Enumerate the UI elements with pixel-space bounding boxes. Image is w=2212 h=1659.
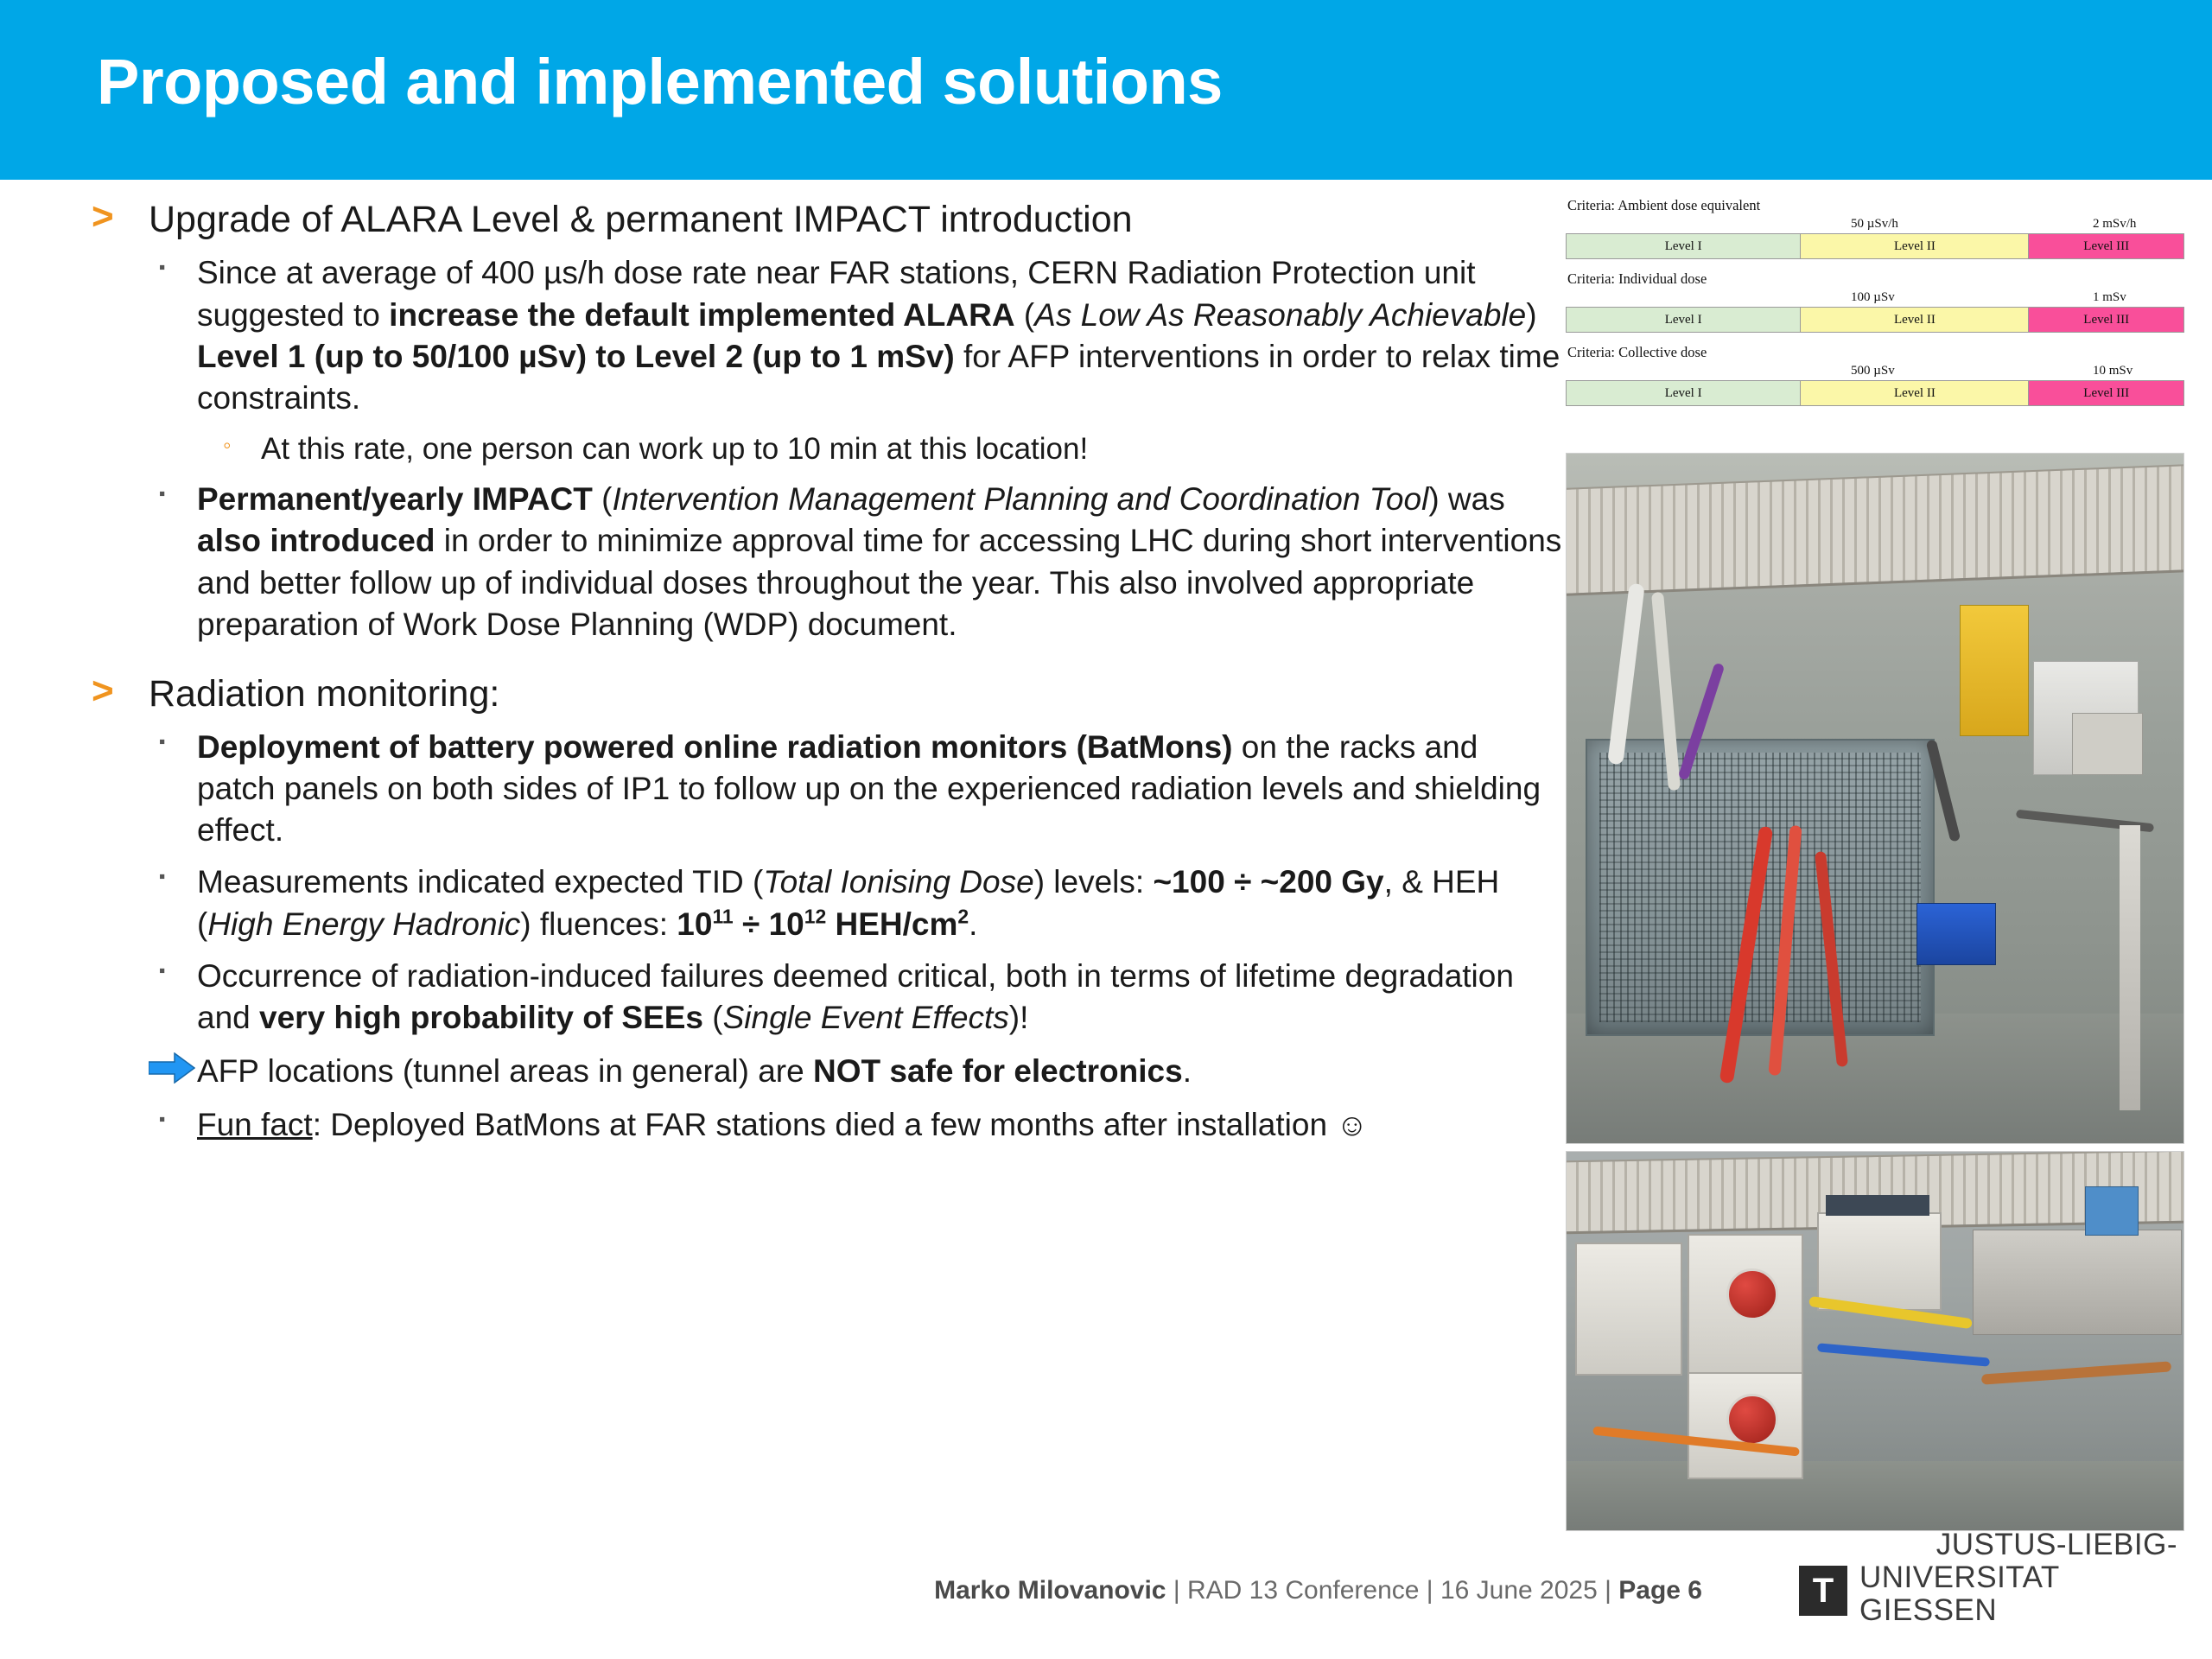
- white-label-shape: [2072, 713, 2143, 775]
- criteria-caption: Criteria: Collective dose: [1567, 344, 1707, 360]
- blue-module-shape: [1916, 903, 1996, 965]
- criteria-level-bar: [1566, 233, 2184, 259]
- bullet-text-mid3: ) fluences:: [520, 906, 677, 942]
- slide-content: [0, 180, 2212, 1659]
- figures-column: [1566, 197, 2184, 1531]
- bullet-text-tail: in order to minimize approval time for accessing LHC during short interventions and better follow up of individual doses throughout the year. This also involved appropriate preparation of Work Dose Planning (WDP) document.: [197, 523, 1562, 642]
- photo-power-supply-boxes: [1566, 1151, 2184, 1531]
- bullet-text-mid2: , & HEH (: [197, 864, 1500, 942]
- photo-afp-tunnel-rack: [1566, 453, 2184, 1144]
- criteria-level-bar: [1566, 380, 2184, 406]
- square-bullet-icon: ▪: [159, 732, 166, 753]
- bullet-text-bold: increase the default implemented ALARA: [389, 296, 1015, 333]
- slide-footer: [0, 1528, 2212, 1638]
- smiley-icon: ☺: [1336, 1106, 1369, 1142]
- bullet-list-column: [69, 197, 1564, 1156]
- bullet-text-tail: )!: [1008, 999, 1029, 1035]
- footer-credit: [934, 1576, 1702, 1605]
- paren-open: (: [1014, 296, 1035, 333]
- bullet-text-bold2: also introduced: [197, 523, 435, 559]
- bullet-text-italic1: Total Ionising Dose: [763, 864, 1034, 900]
- footer-conference: RAD 13 Conference: [1186, 1576, 1420, 1605]
- bullet-text: Upgrade of ALARA Level & permanent IMPACT introduction: [149, 199, 1133, 240]
- bullet-text-mid: ) was: [1428, 481, 1505, 518]
- footer-sep: |: [1426, 1576, 1433, 1605]
- criteria-tick-value: 100 µSv: [1851, 290, 1895, 304]
- bullet-text-bold: Permanent/yearly IMPACT: [197, 481, 593, 518]
- alara-criteria-figure: [1566, 197, 2184, 448]
- circle-bullet-icon: ◦: [223, 431, 232, 458]
- bullet-text: At this rate, one person can work up to 10 min at this location!: [261, 431, 1089, 466]
- blue-valve-shape: [2085, 1186, 2139, 1236]
- criteria-level-1: Level I: [1567, 234, 1801, 258]
- fluence-exp1: 11: [712, 905, 734, 928]
- square-bullet-icon: ▪: [159, 867, 166, 887]
- criteria-level-3: Level III: [2029, 381, 2183, 405]
- footer-sep: |: [1173, 1576, 1180, 1605]
- paren-open: (: [592, 481, 613, 518]
- bullet-text-italic2: High Energy Hadronic: [207, 906, 521, 942]
- fluence-unit-base: HEH/cm: [826, 906, 958, 942]
- criteria-tick-value: 50 µSv/h: [1851, 217, 1898, 231]
- square-bullet-icon: ▪: [159, 484, 166, 505]
- chevron-right-icon: >: [92, 669, 114, 712]
- footer-page-number: Page 6: [1618, 1576, 1702, 1605]
- fluence-base1: 10: [677, 906, 713, 942]
- bullet-text-bold: very high probability of SEEs: [259, 999, 704, 1035]
- criteria-group-ambient: [1566, 197, 2184, 259]
- bullet-level3-workrate: [69, 429, 1564, 469]
- criteria-level-3: Level III: [2029, 234, 2183, 258]
- bullet-level2-alara: [69, 252, 1564, 418]
- floor-shape: [1567, 1461, 2184, 1530]
- bullet-text-tail: .: [969, 906, 978, 942]
- criteria-level-3: Level III: [2029, 308, 2183, 332]
- bullet-text: Radiation monitoring:: [149, 672, 500, 715]
- yellow-equipment-shape: [1960, 605, 2029, 736]
- red-connector-icon: [1726, 1268, 1778, 1320]
- criteria-level-2: Level II: [1801, 234, 2029, 258]
- criteria-tick-row: [1566, 290, 2184, 307]
- logo-line-1: JUSTUS-LIEBIG-: [1936, 1528, 2177, 1561]
- bullet-text-italic: As Low As Reasonably Achievable: [1034, 296, 1527, 333]
- footer-author: Marko Milovanovic: [934, 1576, 1166, 1605]
- bullet-level2-impact: [69, 479, 1564, 645]
- square-bullet-icon: ▪: [159, 257, 166, 278]
- bullet-level2-batmons: [69, 727, 1564, 851]
- support-pole-shape: [2120, 825, 2140, 1110]
- square-bullet-icon: ▪: [159, 960, 166, 981]
- criteria-group-collective: [1566, 344, 2184, 406]
- dark-module-shape: [1826, 1195, 1929, 1216]
- bullet-text-tail: : Deployed BatMons at FAR stations died a few months after installation: [312, 1106, 1337, 1142]
- logo-line-2: UNIVERSITAT: [1859, 1560, 2060, 1594]
- bullet-level1-radiation-monitoring: [69, 671, 1564, 716]
- criteria-group-individual: [1566, 270, 2184, 333]
- fluence-exp2: 12: [804, 905, 827, 928]
- bullet-text-tail: on the racks and patch panels on both sides of IP1 to follow up on the experienced radiation levels and shielding effect.: [197, 729, 1541, 849]
- footer-sep: |: [1605, 1576, 1611, 1605]
- paren-close: ): [1526, 296, 1537, 333]
- criteria-tick-row: [1566, 364, 2184, 380]
- square-bullet-icon: ▪: [159, 1109, 166, 1129]
- criteria-level-2: Level II: [1801, 381, 2029, 405]
- bullet-level2-fun-fact: [69, 1104, 1564, 1146]
- fluence-base2: 10: [768, 906, 804, 942]
- bullet-text-pre: Occurrence of radiation-induced failures deemed critical, both in terms of lifetime degradation and: [197, 957, 1514, 1035]
- criteria-level-2: Level II: [1801, 308, 2029, 332]
- grey-module-shape: [1817, 1212, 1942, 1311]
- bullet-text-pre: Measurements indicated expected TID (: [197, 864, 764, 900]
- bullet-text-pre: Since at average of 400 µs/h dose rate near FAR stations, CERN Radiation Protection unit suggested to: [197, 255, 1476, 333]
- logo-mark-icon: T: [1799, 1566, 1847, 1616]
- power-box-shape: [1575, 1243, 1682, 1376]
- university-logo: [1728, 1528, 2177, 1627]
- page-title: Proposed and implemented solutions: [97, 46, 1223, 118]
- criteria-tick-value: 1 mSv: [2093, 290, 2126, 304]
- criteria-level-1: Level I: [1567, 381, 1801, 405]
- criteria-level-1: Level I: [1567, 308, 1801, 332]
- footer-date: 16 June 2025: [1440, 1576, 1598, 1605]
- criteria-caption: Criteria: Individual dose: [1567, 270, 1707, 287]
- slide-header-bar: [0, 0, 2212, 180]
- bullet-level2-failures: [69, 956, 1564, 1039]
- right-arrow-icon: [149, 1052, 195, 1094]
- criteria-tick-value: 10 mSv: [2093, 364, 2133, 378]
- criteria-tick-value: 2 mSv/h: [2093, 217, 2137, 231]
- callout-text-tail: .: [1182, 1052, 1192, 1089]
- callout-not-safe: [69, 1051, 1564, 1092]
- fluence-divider: ÷: [733, 906, 769, 942]
- bullet-text-mid1: ) levels:: [1033, 864, 1154, 900]
- bullet-text-mid: (: [703, 999, 723, 1035]
- bullet-level1-upgrade: [69, 197, 1564, 242]
- logo-line-3: GIESSEN: [1859, 1593, 1998, 1627]
- red-connector-icon: [1726, 1394, 1778, 1446]
- equipment-shape: [1973, 1230, 2182, 1335]
- chevron-right-icon: >: [92, 195, 114, 238]
- bullet-text-bold: Deployment of battery powered online radiation monitors (BatMons): [197, 729, 1233, 766]
- criteria-level-bar: [1566, 307, 2184, 333]
- fun-fact-label: Fun fact: [197, 1106, 313, 1142]
- fluence-unit-exp: 2: [957, 905, 969, 928]
- bullet-text-tail: for AFP interventions in order to relax time constraints.: [197, 338, 1560, 416]
- bullet-text-bold1: ~100 ÷ ~200 Gy: [1153, 864, 1384, 900]
- fluence-value: [677, 906, 969, 942]
- bullet-text-italic: Intervention Management Planning and Coordination Tool: [612, 481, 1429, 518]
- bullet-text-bold2: Level 1 (up to 50/100 µSv) to Level 2 (up to 1 mSv): [197, 338, 955, 374]
- criteria-caption: Criteria: Ambient dose equivalent: [1567, 197, 1761, 213]
- bullet-level2-measurements: [69, 861, 1564, 944]
- criteria-tick-row: [1566, 217, 2184, 233]
- callout-text-pre: AFP locations (tunnel areas in general) are: [197, 1052, 813, 1089]
- criteria-tick-value: 500 µSv: [1851, 364, 1895, 378]
- callout-text-bold: NOT safe for electronics: [813, 1052, 1183, 1089]
- bullet-text-italic: Single Event Effects: [722, 999, 1009, 1035]
